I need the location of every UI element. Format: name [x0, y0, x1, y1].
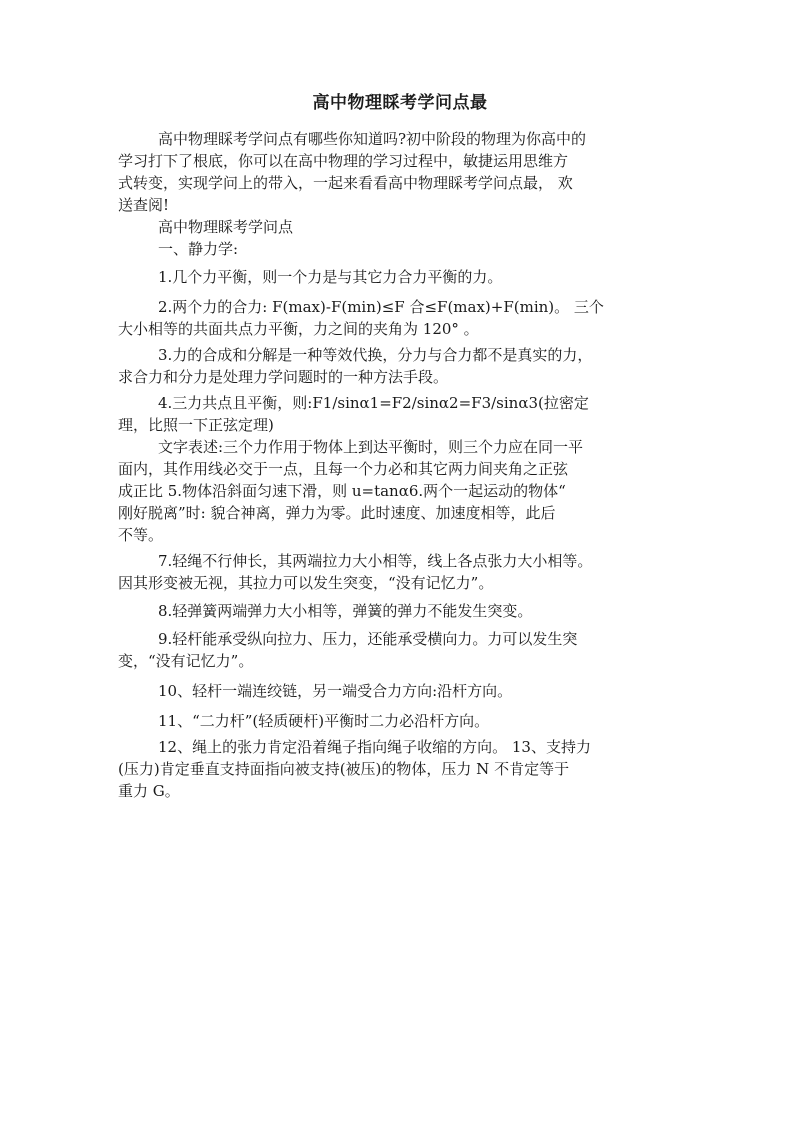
paragraph-line: 理，比照一下正弦定理): [118, 416, 274, 434]
paragraph-line: 变，“没有记忆力”。: [118, 652, 254, 670]
paragraph-line: 9.轻杆能承受纵向拉力、压力，还能承受横向力。力可以发生突: [158, 630, 578, 648]
paragraph-line: 面内，其作用线必交于一点，且每一个力必和其它两力间夹角之正弦: [118, 460, 569, 478]
paragraph-line: 8.轻弹簧两端弹力大小相等，弹簧的弹力不能发生突变。: [158, 602, 533, 620]
paragraph-line: 文字表述:三个力作用于物体上到达平衡时，则三个力应在同一平: [158, 438, 584, 456]
paragraph-line: 高中物理睬考学问点有哪些你知道吗?初中阶段的物理为你高中的: [158, 130, 587, 148]
paragraph-line: 2.两个力的合力: F(max)-F(min)≤F 合≤F(max)+F(min)。 三个: [158, 298, 604, 316]
paragraph-line: 高中物理睬考学问点: [158, 218, 294, 236]
paragraph-line: (压力)肯定垂直支持面指向被支持(被压)的物体，压力 N 不肯定等于: [118, 760, 570, 778]
paragraph-line: 式转变，实现学问上的带入，一起来看看高中物理睬考学问点最， 欢: [118, 174, 573, 192]
paragraph-line: 4.三力共点且平衡，则:F1/sinα1=F2/sinα2=F3/sinα3(拉密定: [158, 394, 589, 412]
paragraph-line: 3.力的合成和分解是一种等效代换，分力与合力都不是真实的力，: [158, 346, 593, 364]
paragraph-line: 大小相等的共面共点力平衡，力之间的夹角为 120° 。: [118, 320, 479, 338]
paragraph-line: 成正比 5.物体沿斜面匀速下滑，则 u=tanα6.两个一起运动的物体“: [118, 482, 566, 500]
paragraph-line: 学习打下了根底，你可以在高中物理的学习过程中，敏捷运用思维方: [118, 152, 569, 170]
paragraph-line: 因其形变被无视，其拉力可以发生突变，“没有记忆力”。: [118, 574, 494, 592]
paragraph-line: 7.轻绳不行伸长，其两端拉力大小相等，线上各点张力大小相等。: [158, 552, 593, 570]
paragraph-line: 重力 G。: [118, 782, 180, 800]
paragraph-line: 1.几个力平衡，则一个力是与其它力合力平衡的力。: [158, 268, 503, 286]
paragraph-line: 刚好脱离”时: 貌合神离，弹力为零。此时速度、加速度相等，此后: [118, 504, 556, 522]
document-title: 高中物理睬考学问点最: [312, 93, 488, 113]
section-heading: 一、静力学:: [158, 240, 239, 258]
paragraph-line: 12、绳上的张力肯定沿着绳子指向绳子收缩的方向。 13、支持力: [158, 738, 591, 756]
paragraph-line: 不等。: [118, 526, 164, 544]
paragraph-line: 10、轻杆一端连绞链，另一端受合力方向:沿杆方向。: [158, 682, 513, 700]
paragraph-line: 11、“二力杆”(轻质硬杆)平衡时二力必沿杆方向。: [158, 712, 490, 730]
paragraph-line: 求合力和分力是处理力学问题时的一种方法手段。: [118, 368, 449, 386]
paragraph-line: 送查阅!: [118, 196, 170, 214]
